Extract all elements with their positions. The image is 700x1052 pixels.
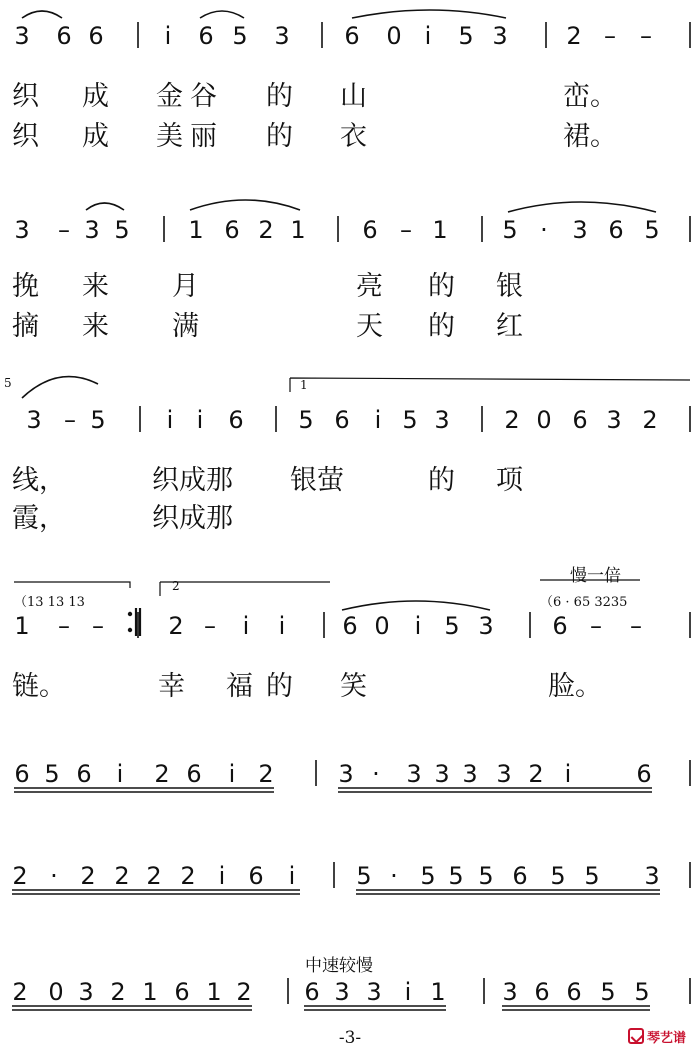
lyric-syllable: 来 — [82, 271, 109, 302]
lyric-syllable: 的 — [428, 465, 455, 496]
lyric-syllable: 丽 — [190, 121, 217, 152]
lyric-syllable: 霞， — [12, 503, 66, 534]
note-numeral: 1 — [14, 612, 30, 640]
lyric-syllable: 摘 — [12, 311, 39, 342]
note-numeral: 5 — [356, 862, 372, 890]
note-numeral: 2 — [12, 978, 28, 1006]
note-numeral: 3 — [406, 760, 422, 788]
note-numeral: i — [228, 760, 236, 788]
lyrics-row-3b — [0, 496, 700, 536]
lyrics-row-1a — [0, 74, 700, 114]
lyrics-row-3a — [0, 458, 700, 498]
note-numeral: 2 — [642, 406, 658, 434]
lyric-syllable: 峦。 — [563, 81, 617, 112]
breath-mark: 5 — [4, 376, 12, 390]
note-numeral: 3 — [14, 22, 30, 50]
note-numeral: 6 — [342, 612, 358, 640]
repeat-dot — [128, 612, 132, 616]
note-numeral: – — [590, 612, 602, 640]
note-numeral: 6 — [334, 406, 350, 434]
lyric-syllable: 织 — [12, 81, 39, 112]
note-numeral: 3 — [84, 216, 100, 244]
note-numeral: 6 — [362, 216, 378, 244]
note-numeral: – — [400, 216, 412, 244]
note-numeral: 6 — [248, 862, 264, 890]
note-numeral: 6 — [174, 978, 190, 1006]
note-numeral: 6 — [304, 978, 320, 1006]
note-numeral: · — [50, 862, 58, 890]
note-numeral: 3 — [462, 760, 478, 788]
note-numeral: 2 — [528, 760, 544, 788]
note-numeral: – — [204, 612, 216, 640]
volta-bracket-2 — [160, 582, 330, 596]
note-numeral: 5 — [502, 216, 518, 244]
note-numeral: i — [278, 612, 286, 640]
note-numeral: i — [564, 760, 572, 788]
note-numeral: 3 — [492, 22, 508, 50]
note-numeral: 1 — [432, 216, 448, 244]
note-numeral: i — [242, 612, 250, 640]
lyric-syllable: 的 — [428, 271, 455, 302]
lyric-syllable: 的 — [266, 81, 293, 112]
volta-bracket-1 — [290, 378, 690, 392]
note-numeral: 5 — [550, 862, 566, 890]
volta-2-label: 2 — [172, 579, 180, 593]
lyric-syllable: 成 — [82, 81, 109, 112]
note-numeral: – — [630, 612, 642, 640]
note-numeral: 2 — [146, 862, 162, 890]
lyric-syllable: 织 — [12, 121, 39, 152]
repeat-dot — [128, 628, 132, 632]
note-numeral: 2 — [258, 216, 274, 244]
note-numeral: – — [604, 22, 616, 50]
note-numeral: 1 — [142, 978, 158, 1006]
note-numeral: 2 — [154, 760, 170, 788]
lyric-syllable: 幸 — [158, 671, 185, 702]
lyric-syllable: 线， — [12, 465, 66, 496]
tempo-marking-medium: 中速较慢 — [305, 956, 373, 976]
note-numeral: 2 — [236, 978, 252, 1006]
note-numeral: 3 — [338, 760, 354, 788]
note-numeral: i — [116, 760, 124, 788]
note-numeral: 3 — [434, 760, 450, 788]
watermark — [628, 1025, 696, 1047]
note-numeral: 3 — [496, 760, 512, 788]
lyric-syllable: 的 — [266, 671, 293, 702]
note-numeral: – — [58, 216, 70, 244]
note-numeral: 5 — [584, 862, 600, 890]
grace-notes-left: （13 13 13 — [14, 595, 85, 610]
note-numeral: – — [640, 22, 652, 50]
note-numeral: 6 — [636, 760, 652, 788]
note-numeral: 1 — [206, 978, 222, 1006]
lyric-syllable: 来 — [82, 311, 109, 342]
lyrics-row-2a — [0, 264, 700, 304]
slur — [190, 200, 300, 210]
page-number: -3- — [338, 1028, 362, 1048]
note-numeral: 5 — [644, 216, 660, 244]
note-numeral: i — [196, 406, 204, 434]
note-numeral: 2 — [12, 862, 28, 890]
note-numeral: 5 — [478, 862, 494, 890]
note-numeral: 6 — [572, 406, 588, 434]
lyric-syllable: 的 — [428, 311, 455, 342]
note-numeral: i — [218, 862, 226, 890]
note-numeral: 6 — [198, 22, 214, 50]
lyric-syllable: 织成那 — [152, 465, 233, 496]
note-numeral: i — [166, 406, 174, 434]
note-numeral: 5 — [444, 612, 460, 640]
note-numeral: 0 — [374, 612, 390, 640]
note-numeral: 3 — [26, 406, 42, 434]
note-numeral: 3 — [478, 612, 494, 640]
note-numeral: i — [374, 406, 382, 434]
lyric-syllable: 亮 — [356, 271, 383, 302]
lyric-syllable: 脸。 — [548, 671, 602, 702]
note-numeral: 6 — [186, 760, 202, 788]
note-numeral: 5 — [90, 406, 106, 434]
note-numeral: 6 — [512, 862, 528, 890]
note-numeral: 6 — [608, 216, 624, 244]
note-numeral: – — [92, 612, 104, 640]
slur — [22, 377, 98, 398]
note-numeral: 2 — [180, 862, 196, 890]
note-numeral: 2 — [504, 406, 520, 434]
lyric-syllable: 链。 — [12, 671, 66, 702]
lyric-syllable: 天 — [356, 311, 383, 342]
note-numeral: 6 — [14, 760, 30, 788]
note-numeral: 6 — [76, 760, 92, 788]
note-numeral: 6 — [228, 406, 244, 434]
note-numeral: 5 — [420, 862, 436, 890]
note-numeral: 6 — [344, 22, 360, 50]
lyric-syllable: 月 — [172, 271, 199, 302]
lyric-syllable: 银萤 — [290, 465, 344, 496]
slur — [342, 601, 490, 610]
lyrics-row-1b — [0, 114, 700, 154]
note-numeral: i — [164, 22, 172, 50]
watermark-text: 琴艺谱 — [647, 1030, 687, 1046]
note-numeral: 5 — [458, 22, 474, 50]
note-numeral: · — [390, 862, 398, 890]
lyric-syllable: 笑 — [340, 671, 367, 702]
note-numeral: 1 — [188, 216, 204, 244]
lyric-syllable: 满 — [172, 311, 199, 342]
note-numeral: 2 — [168, 612, 184, 640]
lyric-syllable: 织成那 — [152, 503, 233, 534]
lyric-syllable: 红 — [496, 311, 523, 342]
note-numeral: 6 — [566, 978, 582, 1006]
note-numeral: 6 — [88, 22, 104, 50]
note-numeral: 5 — [44, 760, 60, 788]
lyric-syllable: 成 — [82, 121, 109, 152]
note-numeral: · — [540, 216, 548, 244]
grace-notes-right: （6 · 65 3235 — [540, 595, 628, 610]
qinyipu-logo-icon — [628, 1028, 644, 1044]
lyric-syllable: 美 — [156, 121, 183, 152]
note-numeral: 2 — [80, 862, 96, 890]
slur — [352, 10, 506, 18]
note-numeral: 5 — [114, 216, 130, 244]
slur — [22, 11, 62, 18]
note-numeral: 3 — [78, 978, 94, 1006]
note-numeral: 3 — [334, 978, 350, 1006]
note-numeral: 6 — [552, 612, 568, 640]
note-numeral: 3 — [434, 406, 450, 434]
note-numeral: 3 — [644, 862, 660, 890]
note-numeral: i — [414, 612, 422, 640]
note-numeral: 1 — [430, 978, 446, 1006]
note-numeral: i — [404, 978, 412, 1006]
slur — [86, 203, 124, 210]
note-numeral: 6 — [224, 216, 240, 244]
note-numeral: – — [58, 612, 70, 640]
note-numeral: 1 — [290, 216, 306, 244]
note-numeral: · — [372, 760, 380, 788]
note-numeral: 6 — [56, 22, 72, 50]
tempo-marking-slow: 慢一倍 — [570, 566, 621, 586]
note-numeral: – — [64, 406, 76, 434]
note-numeral: 3 — [606, 406, 622, 434]
note-numeral: 0 — [386, 22, 402, 50]
lyric-syllable: 裙。 — [563, 121, 617, 152]
lyrics-row-4 — [0, 664, 700, 704]
note-numeral: 5 — [600, 978, 616, 1006]
note-numeral: 2 — [114, 862, 130, 890]
note-numeral: 5 — [298, 406, 314, 434]
note-numeral: 3 — [274, 22, 290, 50]
note-numeral: 5 — [634, 978, 650, 1006]
lyric-syllable: 谷 — [190, 81, 217, 112]
lyrics-row-2b — [0, 304, 700, 344]
note-numeral: i — [424, 22, 432, 50]
note-numeral: 5 — [232, 22, 248, 50]
note-numeral: 2 — [566, 22, 582, 50]
slur — [508, 202, 656, 212]
note-numeral: 3 — [366, 978, 382, 1006]
note-numeral: 2 — [110, 978, 126, 1006]
note-numeral: 3 — [572, 216, 588, 244]
lyric-syllable: 项 — [496, 465, 523, 496]
lyric-syllable: 福 — [226, 671, 253, 702]
note-numeral: 5 — [448, 862, 464, 890]
lyric-syllable: 衣 — [340, 121, 367, 152]
lyric-syllable: 的 — [266, 121, 293, 152]
note-numeral: 6 — [534, 978, 550, 1006]
slur — [200, 11, 244, 18]
lyric-syllable: 山 — [340, 81, 367, 112]
note-numeral: 0 — [48, 978, 64, 1006]
volta-1-label: 1 — [300, 378, 308, 392]
note-numeral: 0 — [536, 406, 552, 434]
grace-bracket — [14, 582, 130, 588]
note-numeral: 3 — [14, 216, 30, 244]
note-numeral: i — [288, 862, 296, 890]
note-numeral: 2 — [258, 760, 274, 788]
note-numeral: 5 — [402, 406, 418, 434]
lyric-syllable: 银 — [496, 271, 523, 302]
note-numeral: 3 — [502, 978, 518, 1006]
lyric-syllable: 金 — [156, 81, 183, 112]
lyric-syllable: 挽 — [12, 271, 39, 302]
